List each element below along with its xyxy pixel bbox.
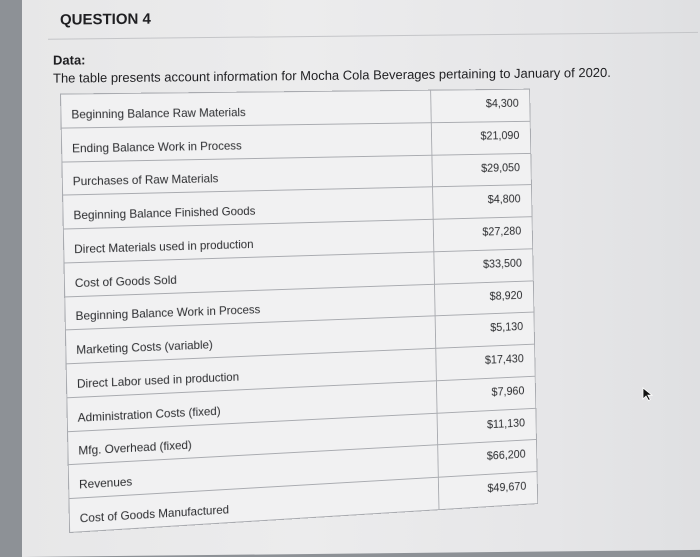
account-value: $11,130 (437, 408, 536, 445)
account-label: Direct Labor used in production (66, 348, 436, 397)
account-table (60, 89, 538, 533)
account-label: Revenues (68, 445, 438, 499)
account-label: Purchases of Raw Materials (62, 155, 433, 196)
account-value: $27,280 (433, 217, 532, 252)
account-label: Marketing Costs (variable) (65, 316, 436, 364)
account-label: Beginning Balance Work in Process (65, 284, 436, 330)
account-value: $21,090 (431, 121, 530, 155)
account-value: $4,300 (431, 89, 530, 122)
account-value: $33,500 (434, 249, 533, 284)
question-title: QUESTION 4 (60, 10, 151, 29)
account-label: Administration Costs (fixed) (67, 381, 437, 432)
account-label: Beginning Balance Raw Materials (61, 90, 432, 128)
account-value: $66,200 (438, 440, 537, 478)
mouse-pointer-icon (642, 387, 654, 401)
account-table-wrapper (60, 89, 538, 533)
account-label: Cost of Goods Manufactured (69, 477, 439, 532)
account-value: $29,050 (432, 153, 531, 187)
account-value: $17,430 (436, 344, 535, 380)
paper-page (22, 0, 700, 557)
account-label: Direct Materials used in production (63, 219, 434, 262)
account-value: $49,670 (439, 472, 538, 510)
account-label: Ending Balance Work in Process (61, 122, 432, 161)
account-label: Cost of Goods Sold (64, 252, 435, 297)
account-value: $4,800 (433, 185, 532, 219)
account-value: $7,960 (437, 376, 536, 413)
section-divider (48, 32, 698, 40)
data-heading: Data: (53, 52, 86, 68)
table-description: The table presents account information for Mocha Cola Beverages pertaining to January of 2020. (53, 64, 611, 86)
account-label: Beginning Balance Finished Goods (63, 187, 434, 229)
account-value: $5,130 (435, 312, 534, 348)
account-label: Mfg. Overhead (fixed) (68, 413, 438, 465)
account-value: $8,920 (435, 281, 534, 317)
